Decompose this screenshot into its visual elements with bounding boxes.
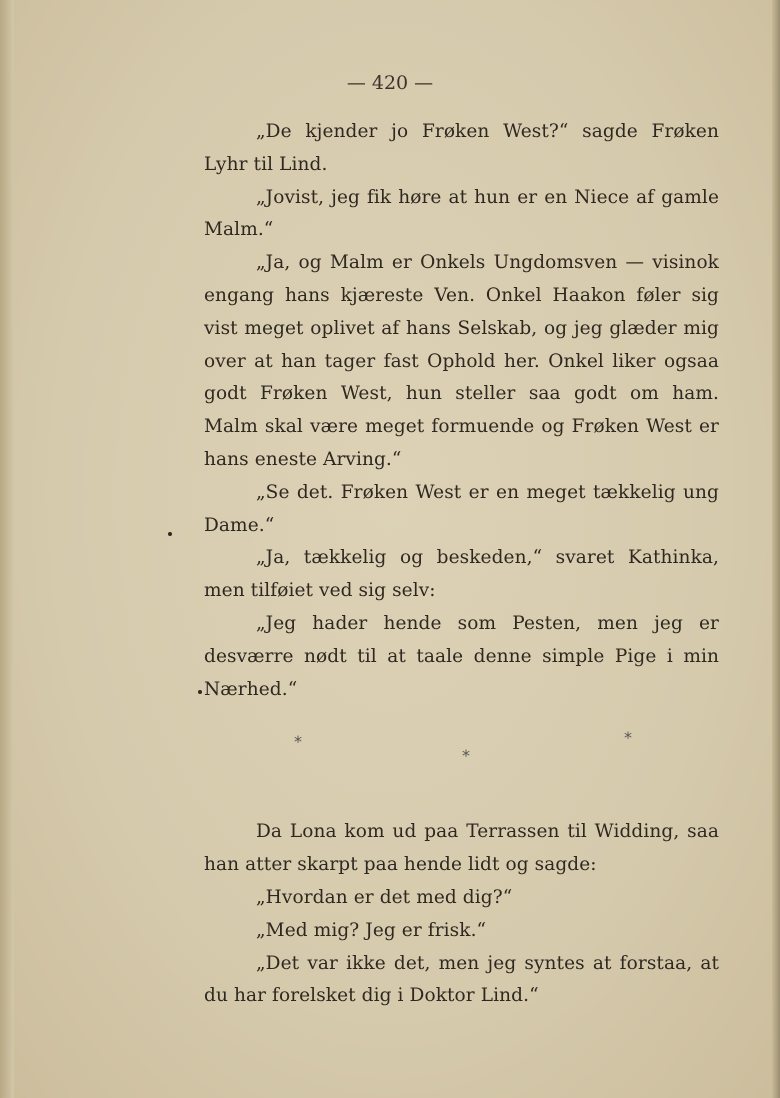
paragraph-4: „Se det. Frøken West er en meget tækkelig ung Dame.“ — [204, 481, 719, 536]
section-asterisk: * — [462, 746, 471, 766]
section-asterisk: * — [294, 732, 303, 752]
paragraph-1: „De kjender jo Frøken West?“ sagde Frøken Lyhr til Lind. — [204, 121, 719, 175]
paragraph-3: „Ja, og Malm er Onkels Ungdomsven — visinok engang hans kjæreste Ven. Onkel Haakon føler sig vist meget oplivet af hans Selskab, og jeg glæder mig over at han tager fast Ophold her. Onkel liker ogsaa godt Frøken West, hun steller saa godt om ham. Malm skal være meget formuende og Frøken West er hans eneste Arving.“ — [204, 252, 719, 470]
paragraph-10: „Det var ikke det, men jeg syntes at forstaa, at du har forelsket dig i Doktor Lind.“ — [204, 952, 719, 1007]
paragraph-7: Da Lona kom ud paa Terrassen til Widding, saa han atter skarpt paa hende lidt og sagde: — [204, 821, 719, 876]
ink-spot — [198, 690, 202, 694]
paragraph-8: „Hvordan er det med dig?“ — [256, 886, 513, 908]
page-body — [204, 116, 719, 1013]
section-asterisk: * — [624, 728, 633, 748]
paragraph-6: „Jeg hader hende som Pesten, men jeg er desværre nødt til at taale denne simple Pige i min Nærhed.“ — [204, 612, 719, 700]
paragraph-5: „Ja, tækkelig og beskeden,“ svaret Kathinka, men tilføiet ved sig selv: — [204, 547, 719, 602]
section-break — [204, 706, 719, 816]
paragraph-9: „Med mig? Jeg er frisk.“ — [256, 919, 487, 941]
ink-spot — [168, 532, 172, 536]
paragraph-2: „Jovist, jeg fik høre at hun er en Niece af gamle Malm.“ — [204, 186, 719, 241]
page-number: — 420 — — [346, 72, 434, 94]
